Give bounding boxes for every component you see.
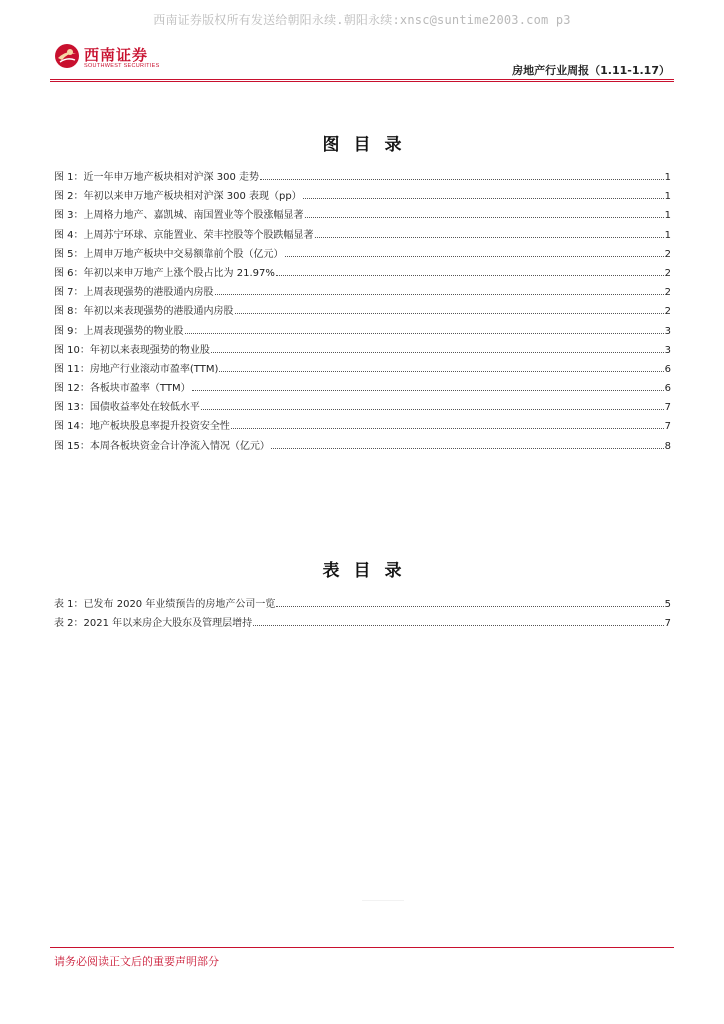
toc-entry[interactable] [54, 417, 671, 436]
toc-entry-label: 图 13： [54, 402, 90, 414]
toc-leader-dots [201, 401, 664, 410]
toc-entry-title: 房地产行业滚动市盈率(TTM) [89, 363, 219, 375]
toc-entry[interactable] [54, 187, 671, 206]
toc-entry-page: 2 [664, 287, 671, 299]
toc-entry-page: 7 [664, 402, 671, 414]
toc-leader-dots [211, 344, 664, 353]
toc-entry[interactable] [54, 614, 671, 633]
toc-entry-page: 1 [664, 191, 671, 203]
tables-toc-list [54, 595, 671, 633]
toc-entry[interactable] [54, 322, 671, 341]
toc-entry-page: 2 [664, 267, 671, 279]
toc-entry-label: 表 2： [54, 618, 84, 630]
toc-entry-title: 各板块市盈率（TTM） [89, 383, 191, 395]
toc-leader-dots [219, 363, 663, 372]
toc-leader-dots [303, 190, 664, 199]
toc-leader-dots [276, 598, 663, 607]
toc-entry-label: 图 10： [54, 344, 90, 356]
toc-entry[interactable] [54, 226, 671, 245]
toc-entry-title: 上周苏宁环球、京能置业、荣丰控股等个股跌幅显著 [83, 229, 314, 241]
toc-leader-dots [215, 286, 664, 295]
tables-section-title: 表目录 [322, 561, 416, 581]
toc-entry-label: 图 5： [54, 248, 84, 260]
toc-entry-label: 图 1： [54, 172, 84, 183]
toc-entry-label: 图 9： [54, 325, 84, 337]
toc-entry-title: 上周表现强势的物业股 [83, 325, 184, 337]
toc-entry-title: 上周表现强势的港股通内房股 [83, 287, 214, 299]
toc-entry[interactable] [54, 398, 671, 417]
toc-entry-title: 年初以来申万地产板块相对沪深 300 表现（pp） [83, 191, 302, 203]
toc-entry-title: 已发布 2020 年业绩预告的房地产公司一览 [83, 599, 276, 610]
toc-entry[interactable] [54, 341, 671, 360]
toc-entry[interactable] [54, 360, 671, 379]
toc-entry-title: 年初以来申万地产上涨个股占比为 21.97% [83, 267, 275, 279]
toc-entry-label: 图 14： [54, 421, 90, 433]
footer-divider [50, 947, 674, 948]
toc-entry[interactable] [54, 595, 671, 614]
toc-entry-label: 图 4： [54, 229, 84, 241]
toc-entry-title: 上周申万地产板块中交易额靠前个股（亿元） [83, 248, 284, 260]
toc-entry[interactable] [54, 264, 671, 283]
toc-entry-page: 1 [664, 172, 671, 183]
toc-entry-title: 国债收益率处在较低水平 [89, 402, 200, 414]
toc-entry-page: 7 [664, 421, 671, 433]
company-logo [54, 43, 174, 75]
toc-entry-page: 3 [664, 344, 671, 356]
toc-leader-dots [235, 305, 664, 314]
toc-leader-dots [192, 382, 664, 391]
toc-entry-page: 7 [664, 618, 671, 630]
logo-english-name: SOUTHWEST SECURITIES [84, 63, 160, 69]
toc-entry-page: 1 [664, 210, 671, 222]
toc-leader-dots [305, 209, 664, 218]
logo-chinese-name: 西南证券 [84, 46, 149, 64]
toc-entry[interactable] [54, 379, 671, 398]
logo-emblem-icon [54, 43, 80, 69]
toc-leader-dots [285, 248, 664, 257]
toc-entry-title: 上周格力地产、嘉凯城、南国置业等个股涨幅显著 [83, 210, 304, 222]
toc-leader-dots [185, 325, 664, 334]
toc-entry-label: 图 11： [54, 363, 90, 375]
toc-entry[interactable] [54, 302, 671, 321]
toc-entry[interactable] [54, 437, 671, 456]
footer-disclaimer-notice: 请务必阅读正文后的重要声明部分 [54, 955, 219, 968]
toc-entry-title: 年初以来表现强势的物业股 [89, 344, 210, 356]
toc-entry-page: 6 [664, 383, 671, 395]
toc-leader-dots [260, 171, 664, 180]
toc-leader-dots [271, 440, 664, 449]
header-divider-secondary [50, 81, 674, 82]
toc-entry-page: 2 [664, 248, 671, 260]
toc-entry-page: 6 [664, 363, 671, 375]
header-divider [50, 79, 674, 80]
toc-entry-page: 2 [664, 306, 671, 318]
toc-entry[interactable] [54, 283, 671, 302]
toc-entry-label: 图 7： [54, 287, 84, 299]
toc-entry-page: 3 [664, 325, 671, 337]
toc-entry-title: 近一年申万地产板块相对沪深 300 走势 [83, 172, 259, 183]
toc-leader-dots [231, 420, 664, 429]
toc-entry[interactable] [54, 206, 671, 225]
faint-divider [362, 900, 404, 901]
toc-entry[interactable] [54, 245, 671, 264]
toc-entry-label: 表 1： [54, 599, 84, 610]
toc-entry-title: 本周各板块资金合计净流入情况（亿元） [89, 440, 270, 452]
toc-entry-page: 1 [664, 229, 671, 241]
toc-entry-label: 图 12： [54, 383, 90, 395]
toc-leader-dots [315, 229, 664, 238]
toc-entry-label: 图 8： [54, 306, 84, 318]
toc-entry-label: 图 15： [54, 440, 90, 452]
watermark-text: 西南证券版权所有发送给朝阳永续.朝阳永续:xnsc@suntime2003.com p3 [153, 13, 571, 27]
toc-entry-label: 图 2： [54, 191, 84, 203]
report-title: 房地产行业周报（1.11-1.17） [512, 64, 670, 77]
toc-entry-label: 图 6： [54, 267, 84, 279]
toc-entry-label: 图 3： [54, 210, 84, 222]
toc-entry[interactable] [54, 168, 671, 187]
toc-entry-title: 2021 年以来房企大股东及管理层增持 [83, 618, 253, 630]
toc-entry-page: 8 [664, 440, 671, 452]
toc-leader-dots [253, 617, 663, 626]
figures-section-title: 图目录 [322, 135, 416, 155]
toc-entry-title: 年初以来表现强势的港股通内房股 [83, 306, 234, 318]
toc-entry-title: 地产板块股息率提升投资安全性 [89, 421, 230, 433]
figures-toc-list [54, 168, 671, 456]
toc-entry-page: 5 [664, 599, 671, 610]
toc-leader-dots [276, 267, 664, 276]
